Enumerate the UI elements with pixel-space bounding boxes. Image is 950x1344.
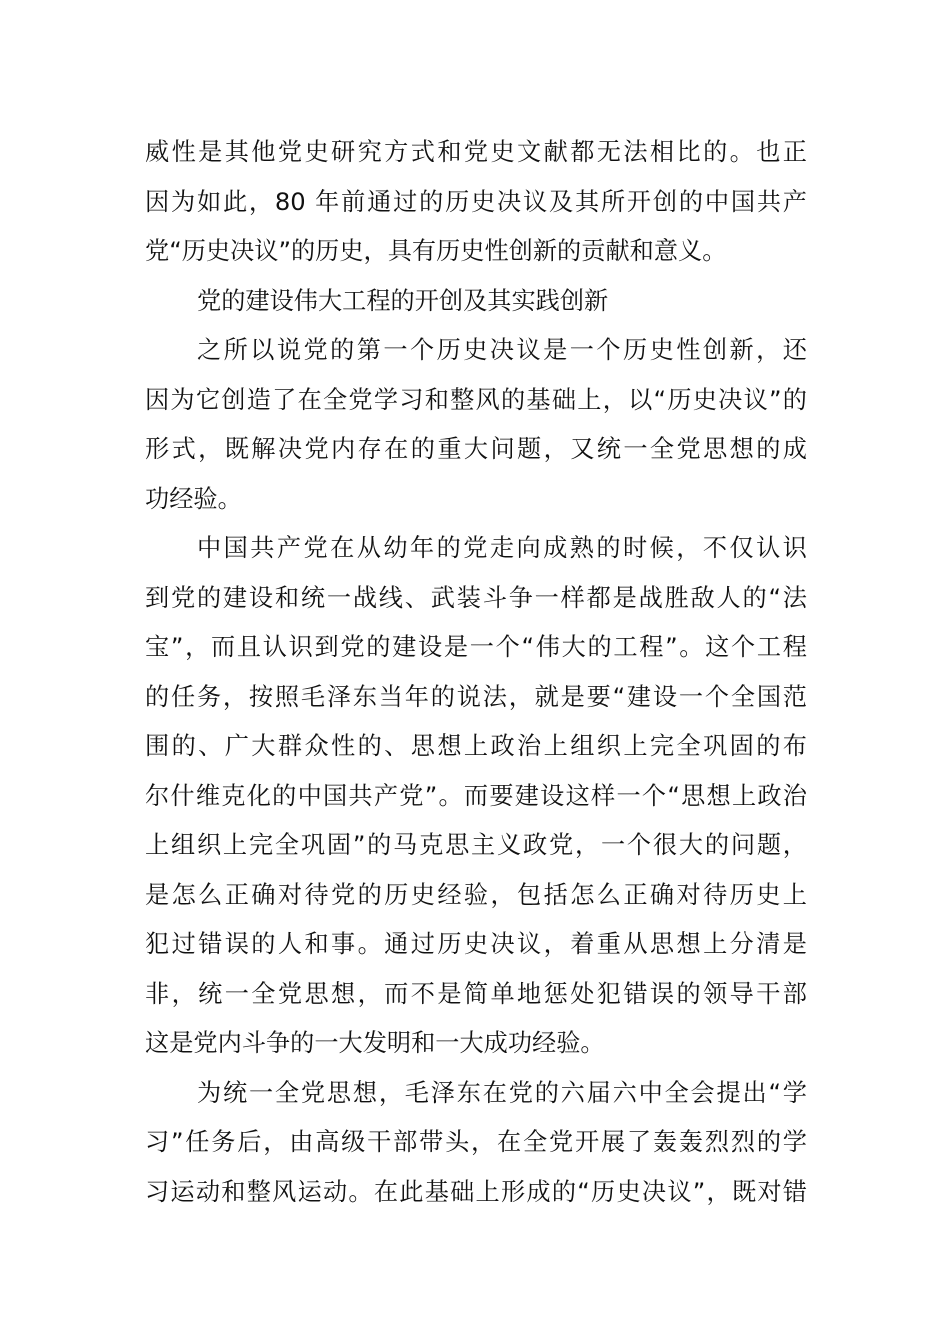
text-line: 因为它创造了在全党学习和整风的基础上，以“历史决议”的 bbox=[145, 385, 807, 414]
document-body bbox=[145, 128, 807, 1217]
text-line: 党“历史决议”的历史，具有历史性创新的贡献和意义。 bbox=[145, 237, 727, 265]
text-line: 因为如此，80 年前通过的历史决议及其所开创的中国共产 bbox=[145, 187, 807, 216]
text-line: 为统一全党思想，毛泽东在党的六届六中全会提出“学 bbox=[197, 1078, 807, 1107]
text-line: 尔什维克化的中国共产党”。而要建设这样一个“思想上政治 bbox=[145, 781, 807, 810]
text-line: 的任务，按照毛泽东当年的说法，就是要“建设一个全国范 bbox=[145, 682, 807, 711]
text-line: 这是党内斗争的一大发明和一大成功经验。 bbox=[145, 1029, 605, 1057]
text-line: 之所以说党的第一个历史决议是一个历史性创新，还 bbox=[197, 336, 807, 364]
section-heading: 党的建设伟大工程的开创及其实践创新 bbox=[197, 286, 609, 315]
text-line: 习”任务后，由高级干部带头，在全党开展了轰轰烈烈的学 bbox=[145, 1128, 807, 1156]
text-line: 习运动和整风运动。在此基础上形成的“历史决议”，既对错 bbox=[145, 1177, 807, 1206]
text-line: 是怎么正确对待党的历史经验，包括怎么正确对待历史上 bbox=[145, 880, 807, 909]
text-line: 中国共产党在从幼年的党走向成熟的时候，不仅认识 bbox=[197, 534, 807, 562]
text-line: 功经验。 bbox=[145, 484, 242, 513]
text-line: 到党的建设和统一战线、武装斗争一样都是战胜敌人的“法 bbox=[145, 583, 807, 612]
text-line: 威性是其他党史研究方式和党史文献都无法相比的。也正 bbox=[145, 138, 807, 166]
text-line: 上组织上完全巩固”的马克思主义政党，一个很大的问题， bbox=[145, 831, 807, 859]
text-line: 形式，既解决党内存在的重大问题，又统一全党思想的成 bbox=[145, 435, 807, 463]
text-line: 犯过错误的人和事。通过历史决议，着重从思想上分清是 bbox=[145, 930, 807, 958]
text-line: 非，统一全党思想，而不是简单地惩处犯错误的领导干部 bbox=[145, 979, 807, 1008]
text-line: 宝”，而且认识到党的建设是一个“伟大的工程”。这个工程 bbox=[145, 633, 807, 661]
text-line: 围的、广大群众性的、思想上政治上组织上完全巩固的布 bbox=[145, 732, 807, 760]
